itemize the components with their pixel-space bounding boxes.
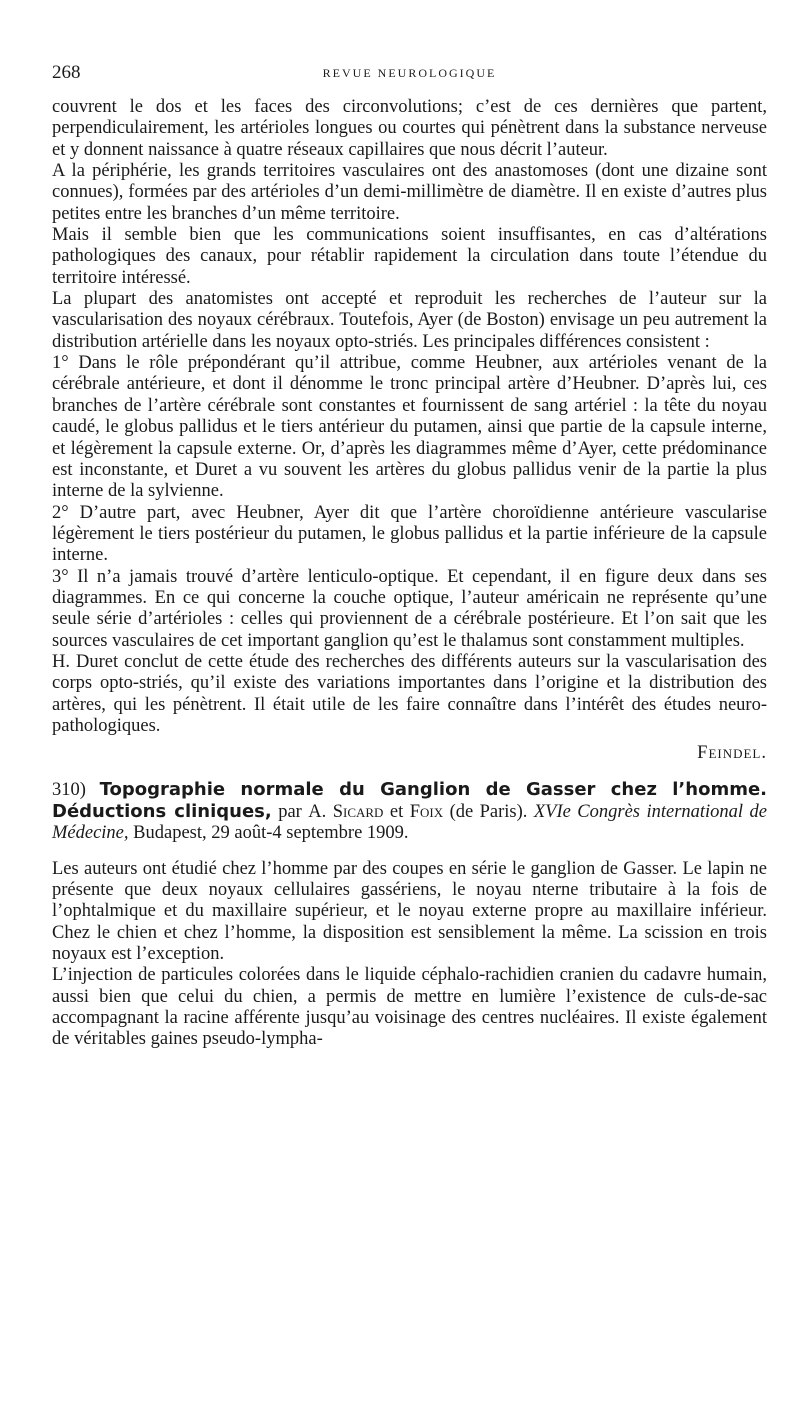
paragraph: La plupart des anatomistes ont accepté et reproduit les recherches de l’auteur sur la vascularisation des noyaux cérébraux. Toutefois, Ayer (de Boston) envisage un peu autrement la distribution artérielle dans les noyaux opto-striés. Les principales différences consistent : (52, 289, 767, 352)
article-author: A. Sicard (308, 802, 384, 822)
article-heading (52, 779, 767, 845)
spacer (52, 845, 767, 859)
paragraph: H. Duret conclut de cette étude des recherches des différents auteurs sur la vascularisation des corps opto-striés, qu’il existe des variations importantes dans l’origine et la distribution des artères, qui les pénètrent. Il était utile de les faire connaître dans l’intérêt des études neuro-pathologiques. (52, 651, 767, 736)
paragraph: L’injection de particules colorées dans le liquide céphalo-rachidien cranien du cadavre humain, aussi bien que celui du chien, a permis de mettre en lumière l’existence de culs-de-sac accompagnant la racine afférente jusqu’au voisinage des centres nucléaires. Il existe également de véritables gaines pseudo-lympha- (52, 965, 767, 1050)
page-number: 268 (52, 62, 81, 83)
page-header (52, 62, 767, 92)
running-title: REVUE NEUROLOGIQUE (322, 66, 497, 80)
paragraph: 3° Il n’a jamais trouvé d’artère lenticulo-optique. Et cependant, il en figure deux dans ses diagrammes. En ce qui concerne la couche optique, l’auteur américain ne représente qu’une seule série d’artérioles : celles qui proviennent de a cérébrale postérieure. Et l’on sait que les sources vasculaires de cet important ganglion qu’est le thalamus sont constamment multiples. (52, 566, 767, 651)
article-number: 310) (52, 779, 86, 800)
article-and: et (389, 802, 404, 822)
article-by: par (278, 802, 302, 822)
article-place-date: Budapest, 29 août-4 septembre 1909. (133, 823, 409, 844)
article-entry (52, 779, 767, 1051)
paragraph: Mais il semble bien que les communications soient insuffisantes, en cas d’altérations pathologiques des canaux, pour rétablir rapidement la circulation dans toute l’étendue du territoire intéressé. (52, 225, 767, 288)
article-city: (de Paris). (449, 802, 528, 822)
article-title: Topographie normale du Ganglion de Gasser chez l’homme. Déductions cliniques, (52, 778, 767, 822)
paragraph: couvrent le dos et les faces des circonvolutions; c’est de ces dernières que partent, perpendiculairement, les artérioles longues ou courtes qui pénètrent dans la substance nerveuse et y donnent naissance à quatre réseaux capillaires que nous décrit l’auteur. (52, 97, 767, 160)
paragraph: 2° D’autre part, avec Heubner, Ayer dit que l’artère choroïdienne antérieure vascularise légèrement le tiers postérieur du putamen, le globus pallidus et la partie inférieure de la capsule interne. (52, 502, 767, 566)
page-body (52, 97, 767, 1051)
paragraph: 1° Dans le rôle prépondérant qu’il attribue, comme Heubner, aux artérioles venant de la cérébrale antérieure, et dont il dénomme le tronc principal artère d’Heubner. D’après lui, ces branches de l’artère cérébrale sont constantes et fournissent de sang artériel : la tête du noyau caudé, le globus pallidus et le tiers antérieur du putamen, ainsi que partie de la capsule interne, et légèrement la capsule externe. Or, d’après les diagrammes même d’Ayer, cette prédominance est inconstante, et Duret a vu souvent les artères du globus pallidus venir de la partie la plus interne de la sylvienne. (52, 353, 767, 502)
article-author: Foix (409, 802, 444, 822)
paragraph: Les auteurs ont étudié chez l’homme par des coupes en série le ganglion de Gasser. Le lapin ne présente que deux noyaux cellulaires gassériens, le noyau nterne tributaire à la fois de l’ophtalmique et du maxillaire supérieur, et le noyau externe propre au maxillaire inférieur. Chez le chien et chez l’homme, la disposition est sensiblement la même. La scission en trois noyaux est l’exception. (52, 858, 767, 965)
review-signature: Feindel. (697, 743, 767, 764)
paragraph: A la périphérie, les grands territoires vasculaires ont des anastomoses (dont une dizaine sont connues), formées par des artérioles d’un demi-millimètre de diamètre. Il en existe d’autres plus petites entre les branches d’un même territoire. (52, 161, 767, 224)
article-congress: XVIe Congrès international de Médecine, (52, 802, 767, 844)
